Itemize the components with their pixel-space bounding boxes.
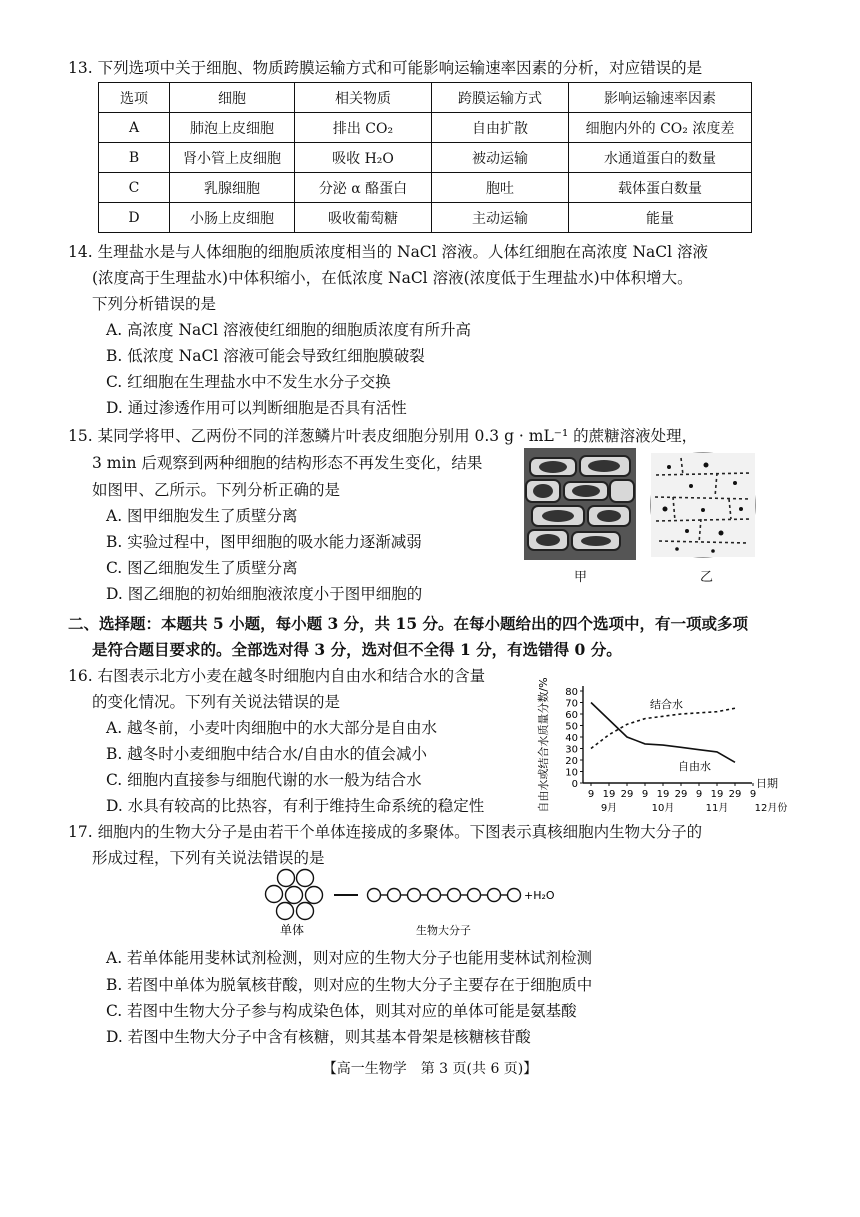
y-tick-label: 40 [565,733,578,744]
table-row [99,143,752,173]
y-tick-label: 30 [565,744,578,756]
q17-option-a: A. 若单体能用斐林试剂检测，则对应的生物大分子也能用斐林试剂检测 [106,949,593,967]
polymer-label: 生物大分子 [416,924,471,937]
monomer-label: 单体 [280,923,305,937]
table-cell: 吸收 H₂O [295,143,432,173]
table-cell: 自由扩散 [432,113,569,143]
table-cell: 水通道蛋白的数量 [569,143,752,173]
table-cell: D [99,203,170,233]
month-label: 12月份 [754,803,788,814]
monomer-unit [508,889,521,902]
table-cell: 肾小管上皮细胞 [170,143,295,173]
q16-option-c: C. 细胞内直接参与细胞代谢的水一般为结合水 [106,771,422,789]
q16-stem-line2: 的变化情况。下列有关说法错误的是 [92,693,341,711]
table-cell: 被动运输 [432,143,569,173]
y-tick-label: 60 [565,710,578,721]
x-tick-label: 9 [587,789,595,800]
label-jia: 甲 [574,570,588,585]
page-footer: 【高一生物学 第 3 页(共 6 页)】 [322,1061,538,1077]
q15-option-a: A. 图甲细胞发生了质壁分离 [106,507,298,525]
table-cell: A [99,113,170,143]
monomer-cluster [266,870,323,920]
table-header: 细胞 [170,83,295,113]
table-cell: 能量 [569,203,752,233]
monomer-unit [388,889,401,902]
x-tick-label: 29 [674,789,688,800]
table-row [99,173,752,203]
monomer-unit [448,889,461,902]
q16-option-d: D. 水具有较高的比热容，有利于维持生命系统的稳定性 [106,797,485,815]
month-label: 11月 [705,803,729,814]
month-label: 10月 [651,803,675,814]
table-header: 影响运输速率因素 [569,83,752,113]
table-cell: 吸收葡萄糖 [295,203,432,233]
table-cell: 载体蛋白数量 [569,173,752,203]
legend-bound-water: 结合水 [650,698,683,711]
section2-line1: 二、选择题：本题共 5 小题，每小题 3 分，共 15 分。在每小题给出的四个选项中，有一项或多项 [68,614,749,633]
chart-xlabel: 日期 [756,777,778,790]
y-tick-label: 20 [565,756,578,767]
q16-option-b: B. 越冬时小麦细胞中结合水/自由水的值会减小 [106,745,427,763]
q13-table [98,82,752,233]
table-row [99,113,752,143]
q17-stem-line1: 17. 细胞内的生物大分子是由若干个单体连接成的多聚体。下图表示真核细胞内生物大分子的 [68,823,703,841]
table-cell: 分泌 α 酪蛋白 [295,173,432,203]
table-cell: 排出 CO₂ [295,113,432,143]
y-tick-label: 0 [571,779,578,790]
y-tick-label: 10 [565,767,578,779]
table-header: 跨膜运输方式 [432,83,569,113]
table-cell: 主动运输 [432,203,569,233]
q14-option-d: D. 通过渗透作用可以判断细胞是否具有活性 [106,399,407,417]
table-cell: 细胞内外的 CO₂ 浓度差 [569,113,752,143]
q15-stem-line1: 15. 某同学将甲、乙两份不同的洋葱鳞片叶表皮细胞分别用 0.3 g · mL⁻¹ 的蔗糖溶液处理， [68,427,698,445]
q15-option-c: C. 图乙细胞发生了质壁分离 [106,559,298,577]
q14-stem-line1: 14. 生理盐水是与人体细胞的细胞质浓度相当的 NaCl 溶液。人体红细胞在高浓度 NaCl 溶液 [68,243,709,261]
q17-stem-line2: 形成过程，下列有关说法错误的是 [92,849,325,867]
q17-option-d: D. 若图中生物大分子中含有核糖，则其基本骨架是核糖核苷酸 [106,1028,531,1046]
table-row [99,203,752,233]
x-tick-label: 19 [656,789,670,800]
q17-option-c: C. 若图中生物大分子参与构成染色体，则其对应的单体可能是氨基酸 [106,1002,577,1020]
month-label: 9月 [600,803,618,814]
y-tick-label: 80 [565,687,578,698]
table-cell: B [99,143,170,173]
q15-stem-line2: 3 min 后观察到两种细胞的结构形态不再发生变化，结果 [92,454,483,472]
x-tick-label: 9 [749,789,757,800]
monomer-unit [428,889,441,902]
q15-stem-line3: 如图甲、乙所示。下列分析正确的是 [92,481,341,499]
water-label: +H₂O [524,889,555,902]
x-tick-label: 29 [728,789,742,800]
section2-line2: 是符合题目要求的。全部选对得 3 分，选对但不全得 1 分，有选错得 0 分。 [92,640,622,659]
q14-option-a: A. 高浓度 NaCl 溶液使红细胞的细胞质浓度有所升高 [106,321,472,339]
y-tick-label: 70 [565,698,578,710]
q15-option-b: B. 实验过程中，图甲细胞的吸水能力逐渐减弱 [106,533,422,551]
table-cell: 肺泡上皮细胞 [170,113,295,143]
chart-ylabel: 自由水或结合水质量分数/% [537,677,550,813]
monomer-unit [368,889,381,902]
table-cell: 小肠上皮细胞 [170,203,295,233]
table-cell: 胞吐 [432,173,569,203]
q15-option-d: D. 图乙细胞的初始细胞液浓度小于图甲细胞的 [106,585,423,603]
q13-stem: 13. 下列选项中关于细胞、物质跨膜运输方式和可能影响运输速率因素的分析，对应错误的是 [68,59,703,77]
x-tick-label: 9 [641,789,649,800]
x-tick-label: 19 [602,789,616,800]
monomer-unit [408,889,421,902]
cell-image-yi [650,452,756,558]
x-tick-label: 29 [620,789,634,800]
cell-image-jia [524,448,636,560]
bound-water-line [591,708,735,748]
table-cell: 乳腺细胞 [170,173,295,203]
polymer-chain [368,889,521,902]
q16-stem-line1: 16. 右图表示北方小麦在越冬时细胞内自由水和结合水的含量 [68,667,486,685]
monomer-unit [488,889,501,902]
x-tick-label: 19 [710,789,724,800]
q17-option-b: B. 若图中单体为脱氧核苷酸，则对应的生物大分子主要存在于细胞质中 [106,976,593,994]
q14-stem-line2: (浓度高于生理盐水)中体积缩小，在低浓度 NaCl 溶液(浓度低于生理盐水)中体积增大。 [92,269,693,287]
label-yi: 乙 [700,570,714,585]
q16-option-a: A. 越冬前，小麦叶肉细胞中的水大部分是自由水 [106,719,438,737]
monomer-unit [468,889,481,902]
q14-option-b: B. 低浓度 NaCl 溶液可能会导致红细胞膜破裂 [106,347,425,365]
q14-option-c: C. 红细胞在生理盐水中不发生水分子交换 [106,373,391,391]
water-content-chart [530,664,788,824]
table-header: 选项 [99,83,170,113]
table-cell: C [99,173,170,203]
legend-free-water: 自由水 [678,760,711,773]
table-header-row [99,83,752,113]
table-header: 相关物质 [295,83,432,113]
x-tick-label: 9 [695,789,703,800]
q14-stem-line3: 下列分析错误的是 [92,295,217,313]
polymer-formation-diagram [258,864,578,940]
y-tick-label: 50 [565,721,578,733]
